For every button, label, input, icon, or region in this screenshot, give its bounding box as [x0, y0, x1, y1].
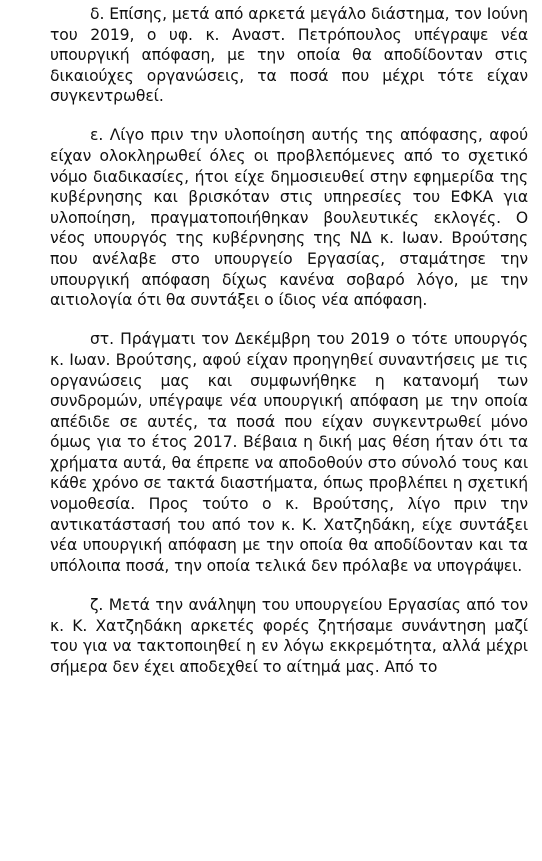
- paragraph-zeta: ζ. Μετά την ανάληψη του υπουργείου Εργασίας από τον κ. Κ. Χατζηδάκη αρκετές φορές ζητήσαμε συνάντηση μαζί του για να τακτοποιηθεί η εν λόγω εκκρεμότητα, αλλά μέχρι σήμερα δεν έχει αποδεχθεί το αίτημά μας. Από το: [50, 595, 528, 676]
- paragraph-epsilon: ε. Λίγο πριν την υλοποίηση αυτής της απόφασης, αφού είχαν ολοκληρωθεί όλες οι προβλεπόμενες από το σχετικό νόμο διαδικασίες, ήτοι είχε δημοσιευθεί στην εφημερίδα της κυβέρνησης και βρισκόταν στις υπηρεσίες του ΕΦΚΑ για υλοποίηση, πραγματοποιήθηκαν βουλευτικές εκλογές. Ο νέος υπουργός της κυβέρνησης της ΝΔ κ. Ιωαν. Βρούτσης που ανέλαβε στο υπουργείο Εργασίας, σταμάτησε την υπουργική απόφαση δίχως κανένα σοβαρό λόγο, με την αιτιολογία ότι θα συντάξει ο ίδιος νέα απόφαση.: [50, 126, 528, 310]
- paragraph-delta: δ. Επίσης, μετά από αρκετά μεγάλο διάστημα, τον Ιούνη του 2019, ο υφ. κ. Αναστ. Πετρόπουλος υπέγραψε νέα υπουργική απόφαση, με την οποία θα αποδίδονταν στις δικαιούχες οργανώσεις, τα ποσά που μέχρι τότε είχαν συγκεντρωθεί.: [50, 5, 528, 106]
- paragraph-stigma: στ. Πράγματι τον Δεκέμβρη του 2019 ο τότε υπουργός κ. Ιωαν. Βρούτσης, αφού είχαν προηγηθεί συναντήσεις με τις οργανώσεις μας και συμφωνήθηκε η κατανομή των συνδρομών, υπέγραψε νέα υπουργική απόφαση με την οποία απέδιδε σε αυτές, τα ποσά που είχαν συγκεντρωθεί μόνο όμως για το έτος 2017. Βέβαια η δική μας θέση ήταν ότι τα χρήματα αυτά, θα έπρεπε να αποδοθούν στο σύνολό τους και κάθε χρόνο σε τακτά διαστήματα, όπως προβλέπει η σχετική νομοθεσία. Προς τούτο ο κ. Βρούτσης, λίγο πριν την αντικατάστασή του από τον κ. Κ. Χατζηδάκη, είχε συντάξει νέα υπουργική απόφαση με την οποία θα αποδίδονταν και τα υπόλοιπα ποσά, την οποία τελικά δεν πρόλαβε να υπογράψει.: [50, 330, 528, 575]
